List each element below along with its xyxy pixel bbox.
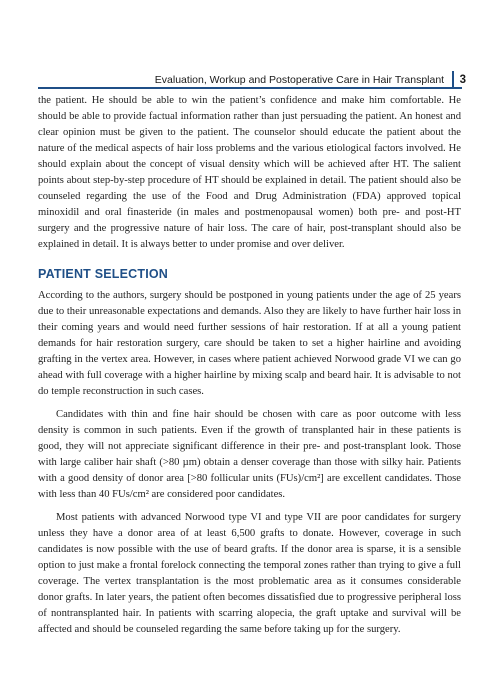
paragraph: Most patients with advanced Norwood type VI and type VII are poor candidates for surgery unless they have a donor area of at least 6,500 grafts to donate. However, coverage in such candidates is now possible with the use of beard grafts. If the donor area is sparse, it is a sensible option to just make a frontal forelock connecting the temporal zones rather than trying to give a full coverage. The vertex transplantation is the most problematic area as it consumes considerable donor grafts. In later years, the patient often becomes dissatisfied due to progressive peripheral loss of nontransplanted hair. In patients with scarring alopecia, the graft uptake and survival will be affected and should be counseled regarding the same before taking up for the surgery. <box>38 512 461 635</box>
page-body <box>38 93 461 638</box>
running-header <box>155 66 466 88</box>
paragraph: According to the authors, surgery should be postponed in young patients under the age of 25 years due to their unreasonable expectations and demands. Also they are likely to have further hair loss in their coming years and would need further sessions of hair restoration. If at all a young patient demands for hair restoration surgery, care should be taken to set a higher hairline and avoiding grafting in the vertex area. However, in cases where patient achieved Norwood grade VI we can go ahead with full coverage with a higher hairline by mixing scalp and beard hair. It is advisable to not do temple reconstruction in such cases. <box>38 290 461 397</box>
header-separator <box>452 71 454 88</box>
section-heading-patient-selection: PATIENT SELECTION <box>38 267 169 281</box>
page-number: 3 <box>459 74 466 86</box>
paragraph: Candidates with thin and fine hair should be chosen with care as poor outcome with less density is common in such patients. Even if the growth of transplanted hair in these patients is good, they will not appreciate significant difference in their pre- and post-transplant look. Those with large caliber hair shaft (>80 µm) obtain a denser coverage than those with silky hair. Patients with a good density of donor area [>80 follicular units (FUs)/cm²] are excellent candidates. Those with less than 40 FUs/cm² are considered poor candidates. <box>38 409 461 500</box>
header-rule <box>38 87 462 89</box>
paragraph-intro: the patient. He should be able to win the patient’s confidence and make him comfortable. He should be able to provide factual information rather than just persuading the patient. An honest and clear opinion must be given to the patient. The counselor should educate the patient about the nature of the medical aspects of hair loss problems and the various etiological factors involved. He should explain about the concept of visual density which will be achieved after HT. The salient points about step-by-step procedure of HT should be explained in detail. The patient should also be counseled regarding the use of the Food and Drug Administration (FDA) approved topical minoxidil and oral finasteride (in males and postmenopausal women) both pre- and post-HT surgery and the progressive nature of hair loss. The care of hair, post-transplant should also be explained in detail. It is always better to under promise and over deliver. <box>38 95 461 250</box>
running-header-title: Evaluation, Workup and Postoperative Care in Hair Transplant <box>154 74 445 86</box>
